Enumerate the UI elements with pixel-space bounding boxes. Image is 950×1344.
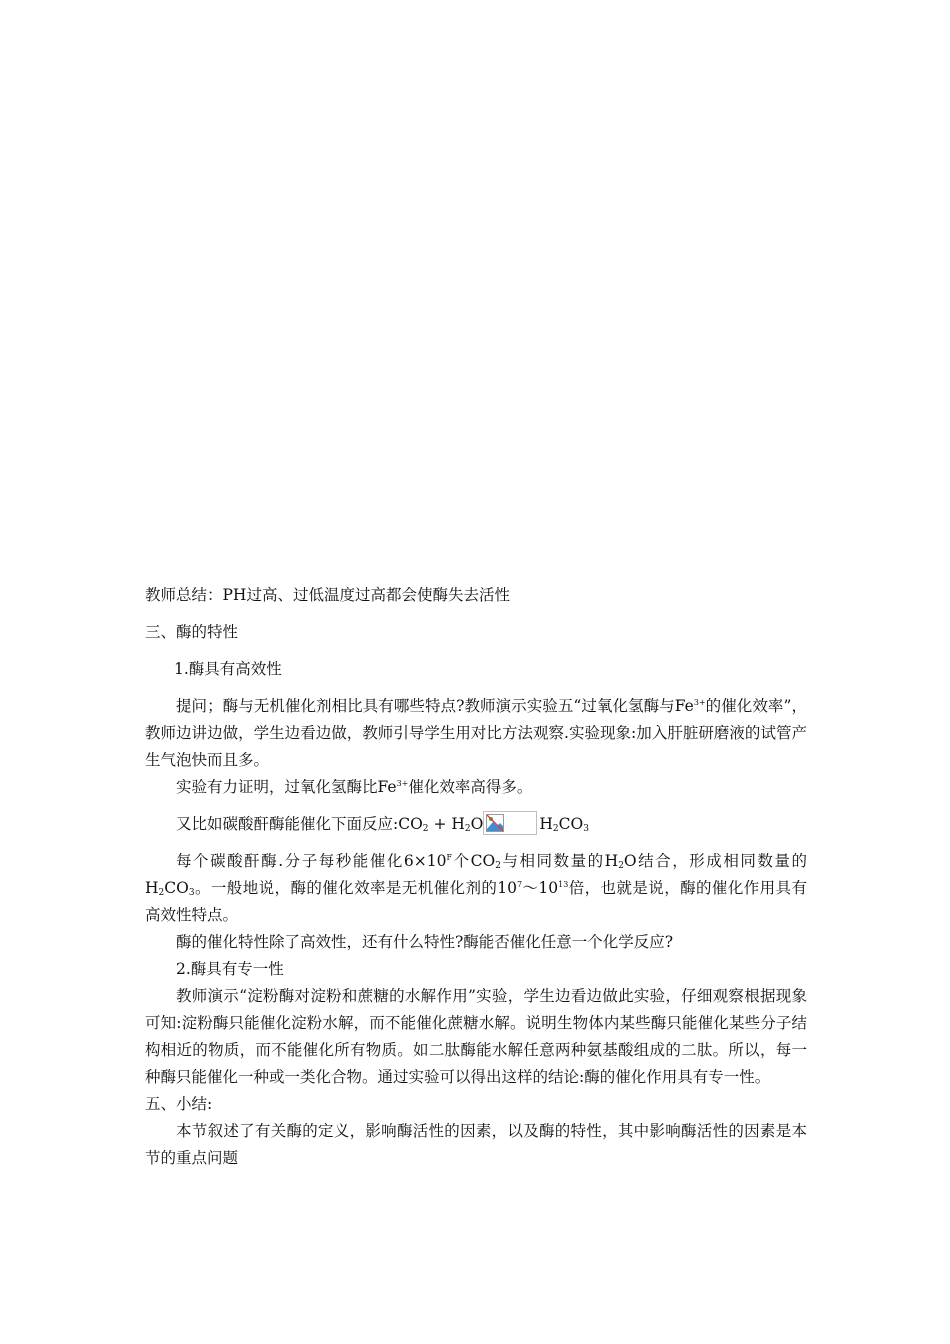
section-3-heading: 三、酶的特性 <box>145 623 239 641</box>
reaction-equation: 又比如碳酸酐酶能催化下面反应$:CO_2 + H_2O$ $H_2CO_3$ <box>145 811 807 838</box>
document-body <box>145 582 807 1172</box>
conclusion-paragraph: 本节叙述了有关酶的定义，影响酶活性的因素，以及酶的特性，其中影响酶活性的因素是本节的重点问题 <box>145 1122 807 1167</box>
transition-question: 酶的催化特性除了高效性，还有什么特性?酶能否催化任意一个化学反应? <box>176 933 674 951</box>
efficiency-paragraph: 每个碳酸酐酶.分子每秒能催化$6\times 10^F$个$CO_2$与相同数量的$H_2O$结合，形成相同数量的$H_2CO_3$。一般地说，酶的催化效率是无机催化剂的$10^7\sim 10^{13}$倍，也就是说，酶的催化作用具有高效性特点。 <box>145 852 807 924</box>
teacher-summary: 教师总结：PH过高、过低温度过高都会使酶失去活性 <box>145 586 510 604</box>
specificity-paragraph: 教师演示“淀粉酶对淀粉和蔗糖的水解作用”实验，学生边看边做此实验，仔细观察根据现象可知:淀粉酶只能催化淀粉水解，而不能催化蔗糖水解。说明生物体内某些酶只能催化某些分子结构相近的物质，而不能催化所有物质。如二肽酶能水解任意两种氨基酸组成的二肽。所以，每一种酶只能催化一种或一类化合物。通过实验可以得出这样的结论:酶的催化作用具有专一性。 <box>145 987 807 1086</box>
broken-image-glyph <box>486 814 504 832</box>
proof-paragraph: 实验有力证明，过氧化氢酶比$Fe^{3+}$催化效率高得多。 <box>176 778 533 796</box>
section-5-heading: 五、小结: <box>145 1095 213 1113</box>
point-1-heading: 1.酶具有高效性 <box>174 660 282 678</box>
broken-image-icon <box>483 811 537 835</box>
point-2-heading: 2.酶具有专一性 <box>176 960 284 978</box>
question-paragraph: 提问；酶与无机催化剂相比具有哪些特点?教师演示实验五“过氧化氢酶与$Fe^{3+}$的催化效率”，教师边讲边做，学生边看边做，教师引导学生用对比方法观察.实验现象:加入肝脏研磨液的试管产生气泡快而且多。 <box>145 697 807 769</box>
